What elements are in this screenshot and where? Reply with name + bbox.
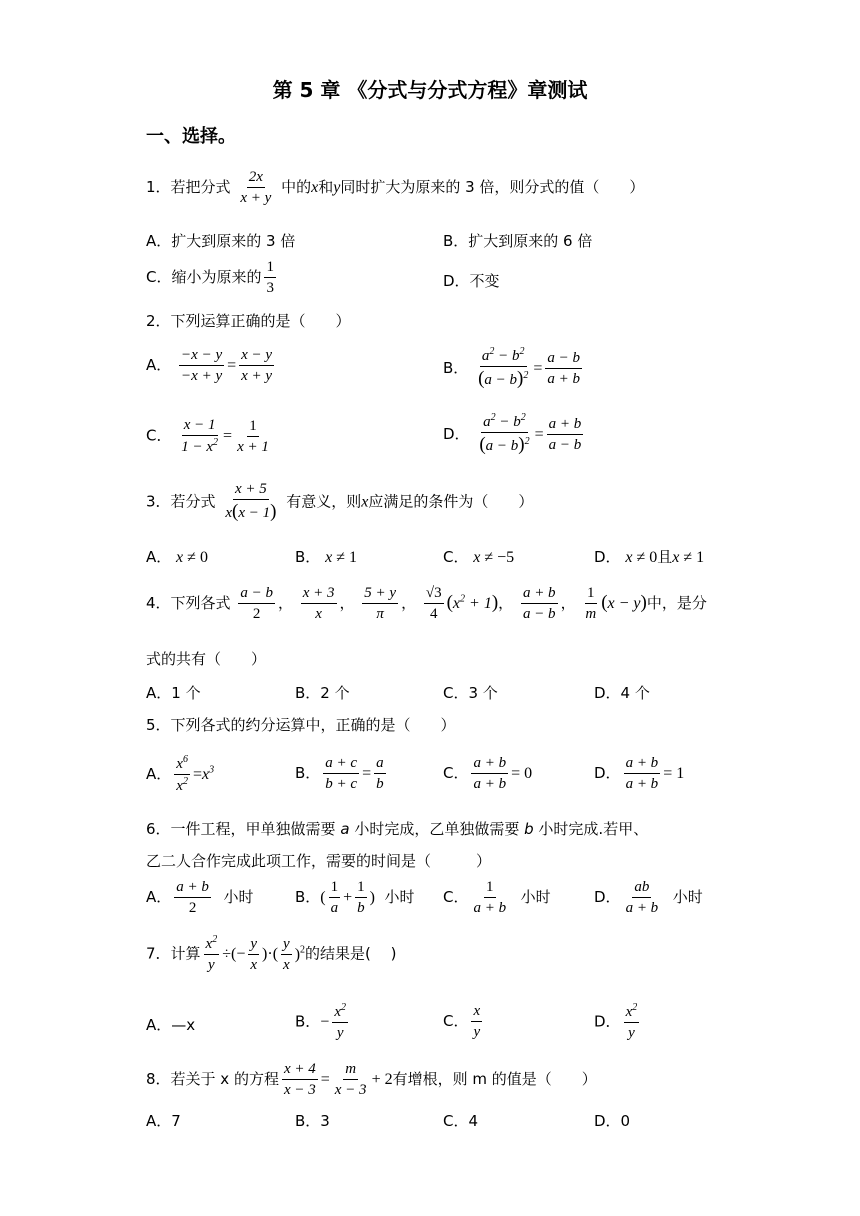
q4-option-b: B．2 个: [295, 684, 350, 702]
q5-option-a: A． $\frac{x^6}{x^2}$ $=x^3$: [146, 754, 215, 794]
q4-option-c: C．3 个: [443, 684, 498, 702]
q1-option-c: C．缩小为原来的 $\frac{1}{3}$: [146, 259, 274, 296]
section-heading: 一、选择。: [146, 126, 236, 147]
q7-option-b: B．− $\frac{x^2}{y}$: [295, 1002, 346, 1041]
q2-option-c: C． $\frac{x - 1}{1 - x^2}$ = $\frac{1}{x + 1}$: [146, 417, 269, 455]
q5-option-b: B． $\frac{a + c}{b + c}$ = $\frac{a}{b}$: [295, 755, 384, 792]
question-7: 7．计算 $\frac{x^2}{y}$ ÷(− $\frac{y}{x}$ )·( $\frac{y}{x}$ )$^2$的结果是( ): [146, 934, 397, 973]
q6-option-b: B．( $\frac{1}{a}$ + $\frac{1}{b}$ ) 小时: [295, 879, 415, 916]
q4-option-a: A．1 个: [146, 684, 201, 702]
q8-option-d: D．0: [594, 1112, 631, 1130]
q2-option-d: D． $\frac{a^2 - b^2}{(a - b)^2}$ = $\frac{a + b}{a - b}$: [443, 412, 582, 455]
q8-option-c: C．4: [443, 1112, 479, 1130]
q3-option-b: B． x ≠ 1: [295, 548, 357, 566]
q6-option-d: D． $\frac{ab}{a + b}$ 小时: [594, 879, 703, 916]
question-4-cont: 式的共有（ ）: [146, 650, 267, 668]
q7-option-d: D． $\frac{x^2}{y}$: [594, 1002, 638, 1041]
question-3: 3．若分式 $\frac{x + 5}{x(x - 1)}$ 有意义，则x应满足的条件为（ ）: [146, 481, 534, 522]
q4-option-d: D．4 个: [594, 684, 650, 702]
question-1: 1．若把分式 $\frac{2x}{x + y}$ 中的x和y同时扩大为原来的 3 倍，则分式的值（ ）: [146, 169, 645, 206]
question-8: 8．若关于 x 的方程 $\frac{x + 4}{x - 3}$ = $\frac{m}{x - 3}$ + 2有增根，则 m 的值是（ ）: [146, 1061, 597, 1098]
q3-option-c: C． x ≠ −5: [443, 548, 515, 566]
question-2-stem: 2．下列运算正确的是（ ）: [146, 312, 351, 330]
q1-option-b: B．扩大到原来的 6 倍: [443, 232, 593, 250]
fraction: $\frac{2x}{x + y}$: [240, 169, 272, 206]
page-title: 第 5 章 《分式与分式方程》章测试: [272, 78, 588, 102]
q6-option-c: C． $\frac{1}{a + b}$ 小时: [443, 879, 551, 916]
q1-option-d: D．不变: [443, 272, 500, 290]
q5-option-d: D． $\frac{a + b}{a + b}$ = 1: [594, 755, 685, 792]
question-6-line1: 6．一件工程，甲单独做需要 a 小时完成，乙单独做需要 b 小时完成.若甲、: [146, 820, 649, 838]
q3-option-a: A． x ≠ 0: [146, 548, 208, 566]
question-6-line2: 乙二人合作完成此项工作，需要的时间是（ ）: [146, 852, 492, 870]
q8-option-b: B．3: [295, 1112, 330, 1130]
question-4: 4．下列各式 $\frac{a - b}{2}$ ， $\frac{x + 3}{x}$ ， $\frac{5 + y}{\pi}$ ， $\frac{√3}{4}$ $(x^2 + 1)$， $\frac{a + b}{a - b}$ ， $\frac{1}{m}$ (x − y)中，是分: [146, 585, 707, 622]
q2-option-a: A． $\frac{-x - y}{-x + y}$ = $\frac{x - y}{x + y}$: [146, 347, 273, 384]
q7-option-a: A．—x: [146, 1016, 196, 1034]
q1-option-a: A．扩大到原来的 3 倍: [146, 232, 296, 250]
q8-option-a: A．7: [146, 1112, 181, 1130]
q3-option-d: D． x ≠ 0且x ≠ 1: [594, 548, 705, 566]
q5-option-c: C． $\frac{a + b}{a + b}$ = 0: [443, 755, 533, 792]
q6-option-a: A． $\frac{a + b}{2}$ 小时: [146, 879, 254, 916]
q7-option-c: C． $\frac{x}{y}$: [443, 1003, 481, 1040]
question-5-stem: 5．下列各式的约分运算中，正确的是（ ）: [146, 716, 456, 734]
q2-option-b: B． $\frac{a^2 - b^2}{(a - b)^2}$ = $\frac{a - b}{a + b}$: [443, 346, 581, 389]
